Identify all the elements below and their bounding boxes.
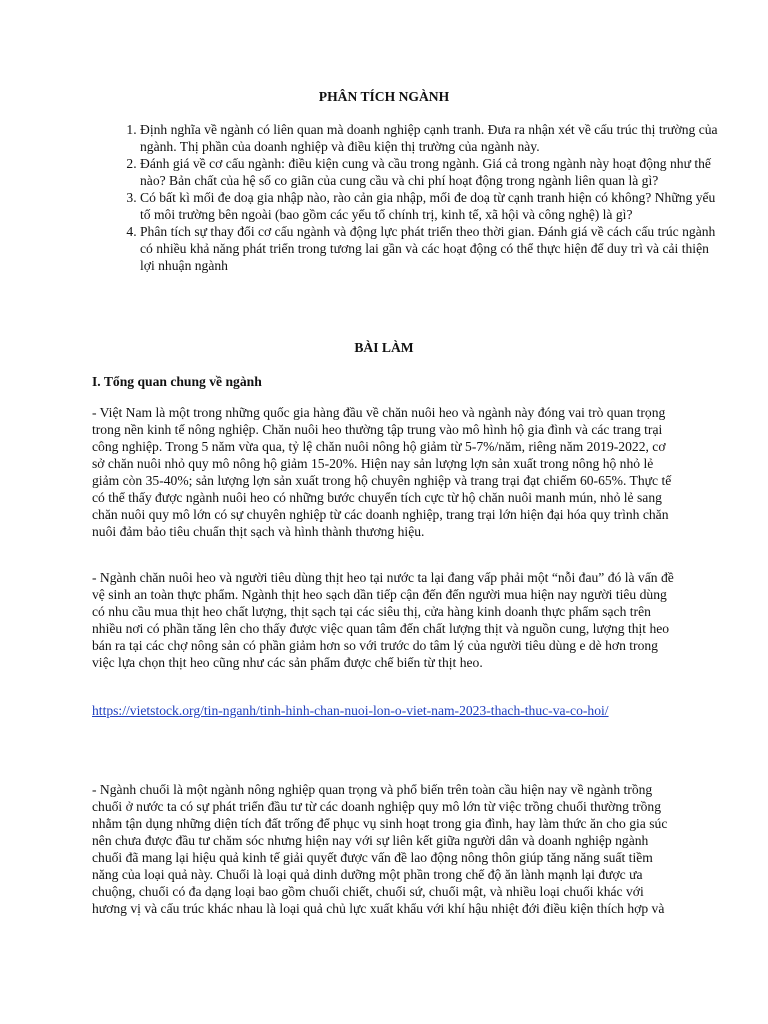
question-item-4: 4. Phân tích sự thay đổi cơ cấu ngành và động lực phát triển theo thời gian. Đánh giá về cách cấu trúc ngành có nhiều khả năng phát triển trong tương lai gần và các hoạt động có thể thực hiện để duy trì và cải thiện lợi nhuận ngành [140, 223, 724, 274]
document-title: PHÂN TÍCH NGÀNH [318, 89, 450, 104]
question-item-1: 1. Định nghĩa về ngành có liên quan mà doanh nghiệp cạnh tranh. Đưa ra nhận xét về cấu trúc thị trường của ngành. Thị phần của doanh nghiệp và điều kiện thị trường của ngành này. [140, 121, 724, 155]
source-link[interactable]: https://vietstock.org/tin-nganh/tinh-hinh-chan-nuoi-lon-o-viet-nam-2023-thach-thuc-va-co-hoi/ [92, 703, 609, 718]
answer-heading: BÀI LÀM [354, 340, 414, 355]
question-list [92, 121, 724, 274]
paragraph-pig-industry: - Việt Nam là một trong những quốc gia hàng đầu về chăn nuôi heo và ngành này đóng vai trò quan trọng trong nền kinh tế nông nghiệp. Chăn nuôi heo thường tập trung vào mô hình hộ gia đình và các trang trại công nghiệp. Trong 5 năm vừa qua, tỷ lệ chăn nuôi nông hộ giảm từ 5-7%/năm, riêng năm 2019-2022, cơ sở chăn nuôi nhỏ quy mô nông hộ giảm 15-20%. Hiện nay sản lượng lợn sản xuất trong nông hộ nhỏ lẻ giảm còn 35-40%; sản lượng lợn sản xuất trong hộ chuyên nghiệp và trang trại đạt chiếm 60-65%. Thực tế có thể thấy được ngành nuôi heo có những bước chuyển tích cực từ hộ chăn nuôi manh mún, nhỏ lẻ sang chăn nuôi quy mô lớn có sự chuyên nghiệp từ các doanh nghiệp, trang trại lớn hiện đại hóa quy trình chăn nuôi đảm bảo tiêu chuẩn thịt sạch và hình thành thương hiệu. [92, 405, 672, 539]
question-item-2: 2. Đánh giá về cơ cấu ngành: điều kiện cung và cầu trong ngành. Giá cả trong ngành này hoạt động như thế nào? Bản chất của hệ số co giãn của cung cầu và chi phí hoạt động trong ngành liên quan là gì? [140, 155, 724, 189]
section-heading: I. Tổng quan chung về ngành [92, 374, 262, 389]
paragraph-food-safety: - Ngành chăn nuôi heo và người tiêu dùng thịt heo tại nước ta lại đang vấp phải một “nỗi đau” đó là vấn đề vệ sinh an toàn thực phẩm. Ngành thịt heo sạch dần tiếp cận đến đến người mua hiện nay người tiêu dùng có nhu cầu mua thịt heo chất lượng, thịt sạch tại các siêu thị, cửa hàng kinh doanh thực phẩm sạch trên nhiều nơi có phần tăng lên cho thấy được việc quan tâm đến chất lượng thịt và nguồn cung, lượng thịt heo bán ra tại các chợ nông sản có phần giảm hơn so với trước do tâm lý của người tiêu dùng e dè hơn trong việc lựa chọn thịt heo cũng như các sản phẩm được chế biến từ thịt heo. [92, 570, 674, 670]
question-item-3: 3. Có bất kì mối đe doạ gia nhập nào, rào cản gia nhập, mối đe doạ từ cạnh tranh hiện có không? Những yếu tố môi trường bên ngoài (bao gồm các yếu tố chính trị, kinh tế, xã hội và công nghệ) là gì? [140, 189, 724, 223]
paragraph-banana-industry: - Ngành chuối là một ngành nông nghiệp quan trọng và phổ biến trên toàn cầu hiện nay về ngành trồng chuối ở nước ta có sự phát triển đầu tư từ các doanh nghiệp quy mô lớn từ việc trồng chuối thường trồng nhằm tận dụng những diện tích đất trống để phục vụ sinh hoạt trong gia đình, hay làm thức ăn cho gia súc nên chưa được đầu tư chăm sóc nhưng hiện nay với sự liên kết giữa người dân và doanh nghiệp ngành chuối đã mang lại hiệu quả kinh tế giải quyết được vấn đề lao động nông thôn giúp tăng năng suất tiềm năng của loại quả này. Chuối là loại quả dinh dưỡng một phần trong chế độ ăn lành mạnh lại được ưa chuộng, chuối có đa dạng loại bao gồm chuối chiết, chuối sứ, chuối mật, và nhiều loại chuối khác với hương vị và cấu trúc khác nhau là loại quả chủ lực xuất khẩu với khí hậu nhiệt đới điều kiện thích hợp và [92, 782, 668, 916]
